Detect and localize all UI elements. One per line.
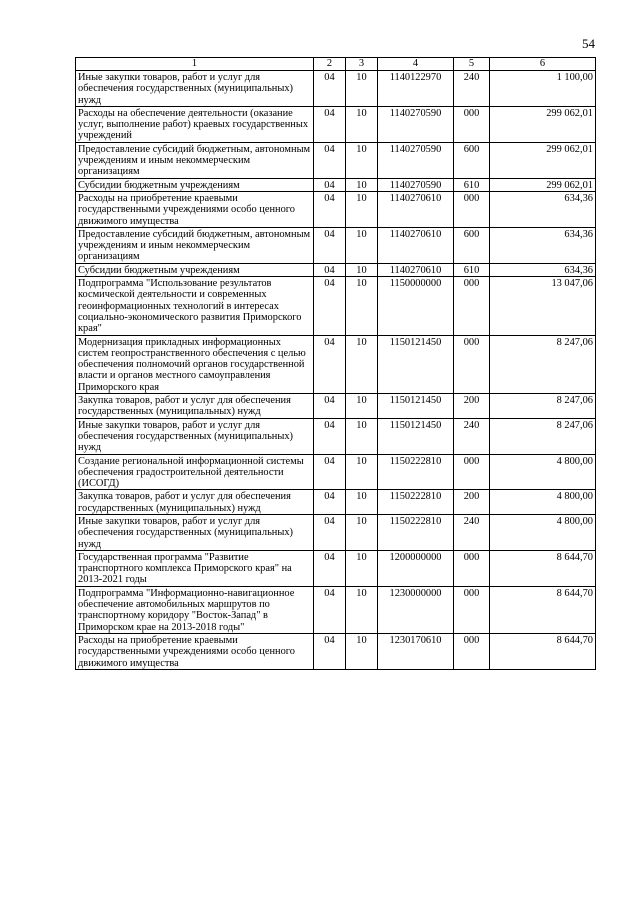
- row-target-article-code: 1200000000: [378, 550, 454, 586]
- row-expense-type-code: 000: [454, 550, 490, 586]
- row-subsection-code: 10: [346, 227, 378, 263]
- table-row: [76, 454, 596, 490]
- row-expense-type-code: 240: [454, 71, 490, 107]
- table-row: [76, 227, 596, 263]
- row-target-article-code: 1140270610: [378, 263, 454, 276]
- row-expense-type-code: 200: [454, 394, 490, 419]
- row-target-article-code: 1140270590: [378, 142, 454, 178]
- row-description: Модернизация прикладных информационных систем геопространственного обеспечения с целью обеспечения полномочий органов государственной власти и органов местного самоуправления Приморского края: [76, 335, 314, 393]
- row-subsection-code: 10: [346, 178, 378, 191]
- table-row: [76, 586, 596, 633]
- row-amount: 8 644,70: [490, 586, 596, 633]
- row-expense-type-code: 000: [454, 633, 490, 669]
- row-section-code: 04: [314, 454, 346, 490]
- row-target-article-code: 1140270590: [378, 178, 454, 191]
- row-expense-type-code: 240: [454, 418, 490, 454]
- row-expense-type-code: 600: [454, 142, 490, 178]
- row-target-article-code: 1150222810: [378, 490, 454, 515]
- column-header: 2: [314, 58, 346, 71]
- row-section-code: 04: [314, 550, 346, 586]
- row-expense-type-code: 610: [454, 263, 490, 276]
- row-subsection-code: 10: [346, 418, 378, 454]
- row-section-code: 04: [314, 586, 346, 633]
- row-description: Государственная программа "Развитие транспортного комплекса Приморского края" на 2013-2021 годы: [76, 550, 314, 586]
- row-expense-type-code: 200: [454, 490, 490, 515]
- budget-table: [75, 57, 596, 670]
- row-subsection-code: 10: [346, 633, 378, 669]
- row-description: Закупка товаров, работ и услуг для обеспечения государственных (муниципальных) нужд: [76, 490, 314, 515]
- row-description: Иные закупки товаров, работ и услуг для обеспечения государственных (муниципальных) нужд: [76, 71, 314, 107]
- row-expense-type-code: 000: [454, 106, 490, 142]
- row-amount: 634,36: [490, 227, 596, 263]
- table-row: [76, 71, 596, 107]
- table-row: [76, 178, 596, 191]
- column-header: 6: [490, 58, 596, 71]
- table-row: [76, 550, 596, 586]
- row-target-article-code: 1140270610: [378, 191, 454, 227]
- row-subsection-code: 10: [346, 263, 378, 276]
- row-target-article-code: 1150121450: [378, 335, 454, 393]
- column-header: 5: [454, 58, 490, 71]
- row-target-article-code: 1150000000: [378, 277, 454, 335]
- row-description: Субсидии бюджетным учреждениям: [76, 178, 314, 191]
- table-row: [76, 394, 596, 419]
- column-header: 3: [346, 58, 378, 71]
- row-amount: 1 100,00: [490, 71, 596, 107]
- table-body: [76, 71, 596, 670]
- row-subsection-code: 10: [346, 550, 378, 586]
- row-description: Расходы на обеспечение деятельности (оказание услуг, выполнение работ) краевых государственных учреждений: [76, 106, 314, 142]
- table-row: [76, 335, 596, 393]
- row-amount: 299 062,01: [490, 142, 596, 178]
- row-expense-type-code: 000: [454, 191, 490, 227]
- row-expense-type-code: 000: [454, 277, 490, 335]
- row-amount: 8 247,06: [490, 418, 596, 454]
- row-target-article-code: 1150222810: [378, 454, 454, 490]
- row-amount: 4 800,00: [490, 514, 596, 550]
- row-expense-type-code: 000: [454, 335, 490, 393]
- row-section-code: 04: [314, 191, 346, 227]
- row-target-article-code: 1140270590: [378, 106, 454, 142]
- row-amount: 4 800,00: [490, 490, 596, 515]
- row-subsection-code: 10: [346, 71, 378, 107]
- row-amount: 13 047,06: [490, 277, 596, 335]
- row-description: Создание региональной информационной системы обеспечения градостроительной деятельности (ИСОГД): [76, 454, 314, 490]
- row-expense-type-code: 000: [454, 586, 490, 633]
- row-amount: 634,36: [490, 191, 596, 227]
- table-row: [76, 142, 596, 178]
- row-subsection-code: 10: [346, 142, 378, 178]
- row-subsection-code: 10: [346, 335, 378, 393]
- row-subsection-code: 10: [346, 106, 378, 142]
- row-amount: 299 062,01: [490, 106, 596, 142]
- row-expense-type-code: 610: [454, 178, 490, 191]
- row-section-code: 04: [314, 106, 346, 142]
- row-section-code: 04: [314, 263, 346, 276]
- row-amount: 8 644,70: [490, 550, 596, 586]
- page-number: 54: [582, 36, 595, 51]
- row-section-code: 04: [314, 178, 346, 191]
- column-header: 1: [76, 58, 314, 71]
- row-subsection-code: 10: [346, 277, 378, 335]
- row-subsection-code: 10: [346, 586, 378, 633]
- table-row: [76, 191, 596, 227]
- table-row: [76, 106, 596, 142]
- row-amount: 634,36: [490, 263, 596, 276]
- row-description: Иные закупки товаров, работ и услуг для обеспечения государственных (муниципальных) нужд: [76, 418, 314, 454]
- row-section-code: 04: [314, 335, 346, 393]
- row-amount: 8 247,06: [490, 394, 596, 419]
- row-subsection-code: 10: [346, 454, 378, 490]
- row-section-code: 04: [314, 633, 346, 669]
- row-description: Расходы на приобретение краевыми государственными учреждениями особо ценного движимого имущества: [76, 633, 314, 669]
- row-amount: 4 800,00: [490, 454, 596, 490]
- table-row: [76, 514, 596, 550]
- row-description: Предоставление субсидий бюджетным, автономным учреждениям и иным некоммерческим организациям: [76, 142, 314, 178]
- row-description: Подпрограмма "Информационно-навигационное обеспечение автомобильных маршрутов по транспортному коридору "Восток-Запад" в Приморском крае на 2013-2018 годы": [76, 586, 314, 633]
- table-header-row: [76, 58, 596, 71]
- row-amount: 299 062,01: [490, 178, 596, 191]
- row-amount: 8 644,70: [490, 633, 596, 669]
- row-section-code: 04: [314, 142, 346, 178]
- row-target-article-code: 1230170610: [378, 633, 454, 669]
- table-row: [76, 277, 596, 335]
- row-expense-type-code: 600: [454, 227, 490, 263]
- table-row: [76, 418, 596, 454]
- row-section-code: 04: [314, 277, 346, 335]
- row-description: Расходы на приобретение краевыми государственными учреждениями особо ценного движимого имущества: [76, 191, 314, 227]
- row-amount: 8 247,06: [490, 335, 596, 393]
- row-section-code: 04: [314, 394, 346, 419]
- row-description: Закупка товаров, работ и услуг для обеспечения государственных (муниципальных) нужд: [76, 394, 314, 419]
- column-header: 4: [378, 58, 454, 71]
- row-target-article-code: 1230000000: [378, 586, 454, 633]
- row-description: Подпрограмма "Использование результатов космической деятельности и современных геоинформационных технологий в интересах социально-экономического развития Приморского края": [76, 277, 314, 335]
- row-subsection-code: 10: [346, 490, 378, 515]
- row-subsection-code: 10: [346, 191, 378, 227]
- row-target-article-code: 1140270610: [378, 227, 454, 263]
- row-subsection-code: 10: [346, 514, 378, 550]
- row-target-article-code: 1150222810: [378, 514, 454, 550]
- row-expense-type-code: 000: [454, 454, 490, 490]
- row-description: Иные закупки товаров, работ и услуг для обеспечения государственных (муниципальных) нужд: [76, 514, 314, 550]
- row-section-code: 04: [314, 514, 346, 550]
- table-row: [76, 263, 596, 276]
- row-description: Субсидии бюджетным учреждениям: [76, 263, 314, 276]
- table-row: [76, 633, 596, 669]
- row-expense-type-code: 240: [454, 514, 490, 550]
- row-section-code: 04: [314, 490, 346, 515]
- row-section-code: 04: [314, 418, 346, 454]
- row-subsection-code: 10: [346, 394, 378, 419]
- row-target-article-code: 1140122970: [378, 71, 454, 107]
- row-section-code: 04: [314, 71, 346, 107]
- row-target-article-code: 1150121450: [378, 394, 454, 419]
- row-section-code: 04: [314, 227, 346, 263]
- table-row: [76, 490, 596, 515]
- row-target-article-code: 1150121450: [378, 418, 454, 454]
- row-description: Предоставление субсидий бюджетным, автономным учреждениям и иным некоммерческим организациям: [76, 227, 314, 263]
